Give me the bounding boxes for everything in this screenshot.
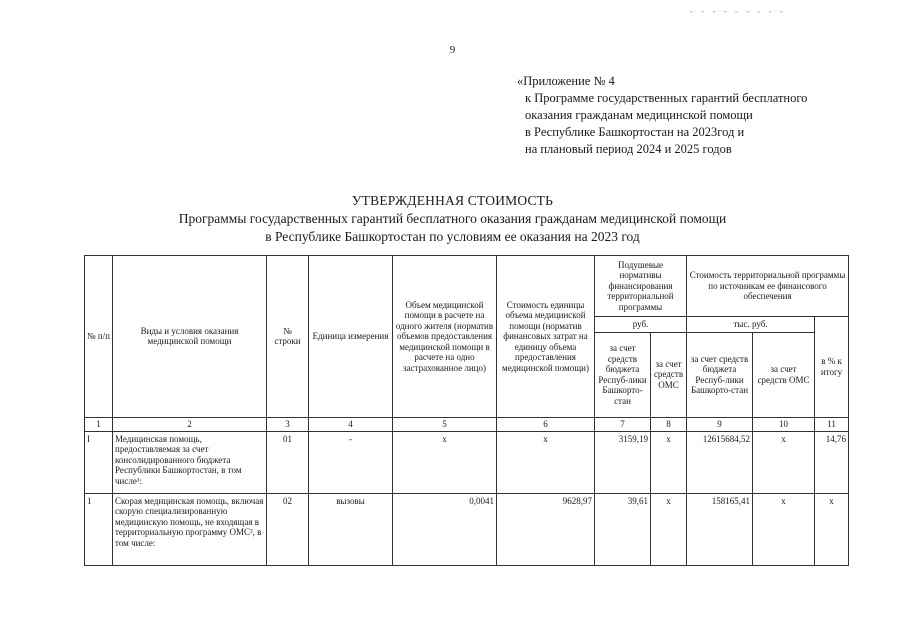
cell-row: 01 (267, 431, 309, 493)
appendix-line: «Приложение № 4 (517, 74, 615, 88)
cell-norm-oms: x (651, 431, 687, 493)
column-number: 6 (497, 417, 595, 431)
table-row (85, 493, 849, 565)
header-cost-oms: за счет средств ОМС (753, 332, 815, 417)
column-number: 1 (85, 417, 113, 431)
header-row: № строки (267, 256, 309, 418)
appendix-header (517, 73, 807, 158)
column-number: 4 (309, 417, 393, 431)
cell-cost: x (497, 431, 595, 493)
column-number-row (85, 417, 849, 431)
cell-kind: Скорая медицинская помощь, включая скорую специализированную медицинскую помощь, не входящая в территориальную программу ОМС², в том числе: (113, 493, 267, 565)
cell-cost-budget: 158165,41 (687, 493, 753, 565)
cell-norm-oms: x (651, 493, 687, 565)
title-line: в Республике Башкортостан по условиям ее оказания на 2023 год (265, 229, 640, 244)
cell-percent: 14,76 (815, 431, 849, 493)
header-volume: Объем медицинской помощи в расчете на одного жителя (норматив объемов предоставления медицинской помощи в расчете на одно застрахованное лицо) (393, 256, 497, 418)
cell-kind: Медицинская помощь, предоставляемая за счет консолидированного бюджета Республики Башкортостан, в том числе¹: (113, 431, 267, 493)
cell-norm-budget: 39,61 (595, 493, 651, 565)
scan-artifact: - - - - - - - - - (690, 6, 786, 16)
column-number: 5 (393, 417, 497, 431)
header-group-cost: Стоимость территориальной программы по источникам ее финансового обеспечения (687, 256, 849, 317)
cell-num: 1 (85, 493, 113, 565)
column-number: 8 (651, 417, 687, 431)
column-number: 10 (753, 417, 815, 431)
header-cost: Стоимость единицы объема медицинской помощи (норматив финансовых затрат на единицу объема предоставления медицинской помощи) (497, 256, 595, 418)
title-main: УТВЕРЖДЕННАЯ СТОИМОСТЬ (351, 193, 554, 208)
column-number: 11 (815, 417, 849, 431)
cell-unit: - (309, 431, 393, 493)
appendix-line: к Программе государственных гарантий бесплатного (525, 91, 808, 105)
cell-volume: x (393, 431, 497, 493)
appendix-line: оказания гражданам медицинской помощи (525, 108, 753, 122)
appendix-line: в Республике Башкортостан на 2023год и (525, 125, 745, 139)
column-number: 2 (113, 417, 267, 431)
header-percent: в % к итогу (815, 317, 849, 418)
cell-cost-budget: 12615684,52 (687, 431, 753, 493)
cell-unit: вызовы (309, 493, 393, 565)
header-norm-oms: за счет средств ОМС (651, 332, 687, 417)
header-kind: Виды и условия оказания медицинской помощи (113, 256, 267, 418)
page-number: 9 (449, 44, 456, 56)
column-number: 9 (687, 417, 753, 431)
cell-volume: 0,0041 (393, 493, 497, 565)
column-number: 3 (267, 417, 309, 431)
header-unit: Единица измерения (309, 256, 393, 418)
table-row (85, 431, 849, 493)
title-line: Программы государственных гарантий бесплатного оказания гражданам медицинской помощи (178, 211, 727, 226)
header-cost-budget: за счет средств бюджета Респуб-лики Башкорто-стан (687, 332, 753, 417)
header-cost-unit: тыс. руб. (687, 317, 815, 333)
column-number: 7 (595, 417, 651, 431)
header-num: № п/п (85, 256, 113, 418)
document-title (0, 192, 905, 246)
cost-table (84, 255, 849, 566)
cell-percent: x (815, 493, 849, 565)
cell-num: I (85, 431, 113, 493)
header-group-norm: Подушевые нормативы финансирования территориальной программы (595, 256, 687, 317)
cell-row: 02 (267, 493, 309, 565)
cell-cost-oms: x (753, 493, 815, 565)
cell-cost: 9628,97 (497, 493, 595, 565)
cell-norm-budget: 3159,19 (595, 431, 651, 493)
header-norm-budget: за счет средств бюджета Респуб-лики Башкорто-стан (595, 332, 651, 417)
appendix-line: на плановый период 2024 и 2025 годов (525, 142, 732, 156)
cell-cost-oms: x (753, 431, 815, 493)
header-norm-unit: руб. (595, 317, 687, 333)
